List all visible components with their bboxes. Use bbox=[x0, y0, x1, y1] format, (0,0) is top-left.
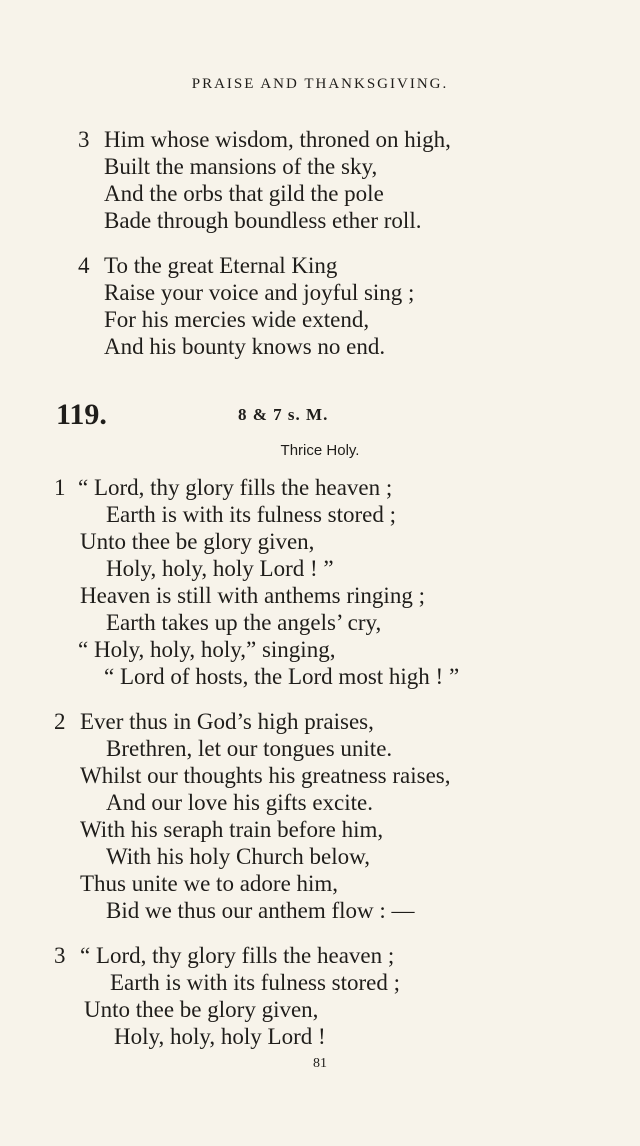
verse-line: Whilst our thoughts his greatness raises, bbox=[80, 763, 451, 788]
stanza-number: 2 bbox=[54, 709, 66, 734]
stanza-number: 3 bbox=[78, 127, 90, 152]
verse-line: Bid we thus our anthem flow : — bbox=[106, 898, 415, 923]
verse-line: Holy, holy, holy Lord ! bbox=[114, 1024, 326, 1049]
page-number: 81 bbox=[313, 1056, 327, 1071]
verse-line: Earth is with its fulness stored ; bbox=[106, 502, 397, 527]
hymn-number: 119. bbox=[56, 398, 107, 431]
running-header: PRAISE AND THANKSGIVING. bbox=[191, 76, 449, 92]
stanza-number: 4 bbox=[78, 253, 90, 278]
verse-line: “ Lord of hosts, the Lord most high ! ” bbox=[104, 664, 460, 689]
hymn-title: Thrice Holy. bbox=[280, 442, 360, 459]
verse-line: “ Lord, thy glory fills the heaven ; bbox=[80, 943, 395, 968]
verse-line: Earth takes up the angels’ cry, bbox=[106, 610, 382, 635]
stanza-number: 1 bbox=[54, 475, 66, 500]
verse-line: To the great Eternal King bbox=[104, 253, 338, 278]
verse-line: With his seraph train before him, bbox=[80, 817, 384, 842]
verse-line: And the orbs that gild the pole bbox=[104, 181, 384, 206]
verse-line: Bade through boundless ether roll. bbox=[104, 208, 422, 233]
verse-line: Brethren, let our tongues unite. bbox=[106, 736, 393, 761]
verse-line: Unto thee be glory given, bbox=[80, 529, 315, 554]
verse-line: Him whose wisdom, throned on high, bbox=[104, 127, 451, 152]
verse-line: Raise your voice and joyful sing ; bbox=[104, 280, 415, 305]
verse-line: And his bounty knows no end. bbox=[104, 334, 386, 359]
verse-line: Earth is with its fulness stored ; bbox=[110, 970, 401, 995]
verse-line: With his holy Church below, bbox=[106, 844, 370, 869]
verse-line: “ Holy, holy, holy,” singing, bbox=[78, 637, 336, 662]
stanza-number: 3 bbox=[54, 943, 66, 968]
verse-line: Holy, holy, holy Lord ! ” bbox=[106, 556, 334, 581]
verse-line: Thus unite we to adore him, bbox=[80, 871, 339, 896]
verse-line: Heaven is still with anthems ringing ; bbox=[80, 583, 425, 608]
verse-line: Unto thee be glory given, bbox=[84, 997, 319, 1022]
verse-line: Ever thus in God’s high praises, bbox=[80, 709, 374, 734]
verse-line: And our love his gifts excite. bbox=[106, 790, 374, 815]
verse-line: “ Lord, thy glory fills the heaven ; bbox=[78, 475, 393, 500]
hymn-meter: 8 & 7 s. M. bbox=[238, 405, 329, 424]
verse-line: Built the mansions of the sky, bbox=[104, 154, 378, 179]
verse-line: For his mercies wide extend, bbox=[104, 307, 370, 332]
